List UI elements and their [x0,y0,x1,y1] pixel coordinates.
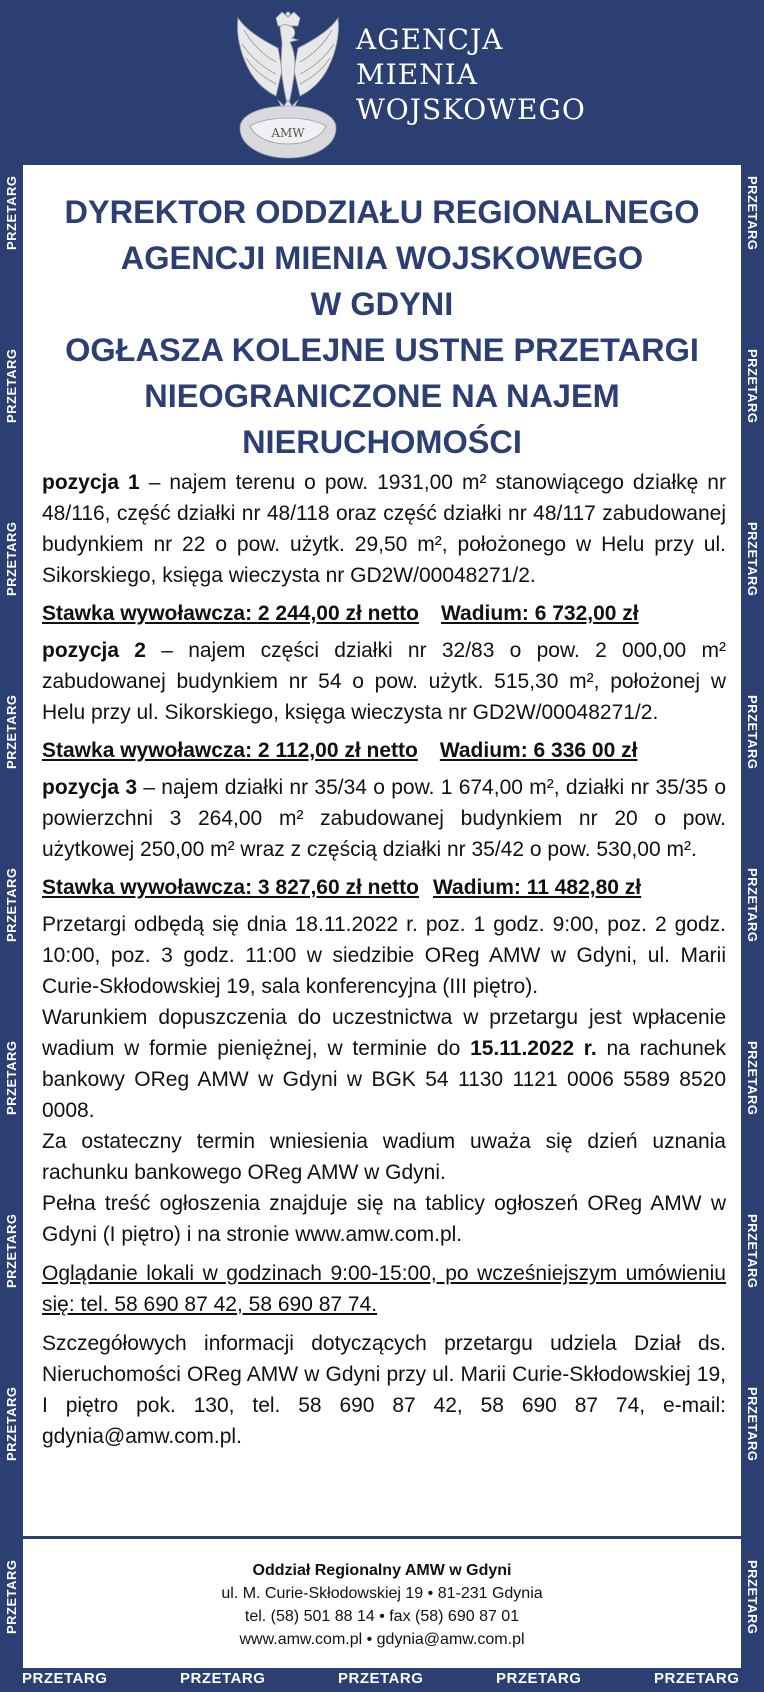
announcement-panel [23,165,741,1668]
bottom-strip [0,1668,764,1692]
footer-phone: tel. (58) 501 88 14 • fax (58) 690 87 01 [244,1608,520,1625]
bottom-label: PRZETARG [654,1670,740,1687]
position-label: pozycja 3 [42,776,138,799]
deposit: Wadium: 6 336 00 zł [439,739,638,762]
deposit: Wadium: 11 482,80 zł [433,876,642,899]
side-label: PRZETARG [745,521,760,597]
full-notice-paragraph: Pełna treść ogłoszenia znajduje się na tablicy ogłoszeń OReg AMW w Gdyni (I piętro) i na stronie www.amw.com.pl. [42,1192,726,1246]
deposit-conditions-paragraph: Warunkiem dopuszczenia do uczestnictwa w przetargu jest wpłacenie wadium w formie pieniężnej, w terminie do 15.11.2022 r. na rachunek bankowy OReg AMW w Gdyni w BGK 54 1130 1121 0006 5589 8520 0008. [42,1006,726,1122]
side-label: PRZETARG [745,1213,760,1289]
announcement-title [23,189,741,465]
position-text: – najem terenu o pow. 1931,00 m² stanowiącego działkę nr 48/116, część działki nr 48/118 oraz część działki nr 48/117 zabudowanej budynkiem nr 22 o pow. użytk. 29,50 m², położonego w Helu przy ul. Sikorskiego, księga wieczysta nr GD2W/00048271/2. [42,471,726,587]
title-line: NIERUCHOMOŚCI [242,424,522,460]
price-line-2 [42,736,726,766]
brand-name [356,22,586,127]
contact-paragraph: Szczegółowych informacji dotyczących przetargu udziela Dział ds. Nieruchomości OReg AMW w Gdyni przy ul. Marii Curie-Skłodowskiej 19, I piętro pok. 130, tel. 58 690 87 42, 58 690 87 74, e-mail: gdynia@amw.com.pl. [42,1332,726,1448]
side-label: PRZETARG [4,348,19,424]
header [0,0,764,165]
footer-address: ul. M. Curie-Skłodowskiej 19 • 81-231 Gdynia [221,1585,543,1602]
bottom-label: PRZETARG [338,1670,424,1687]
position-3 [42,772,726,865]
side-label: PRZETARG [745,1386,760,1462]
title-line: AGENCJI MIENIA WOJSKOWEGO [120,240,644,276]
side-label: PRZETARG [4,694,19,770]
right-side-strip [741,165,764,1665]
side-label: PRZETARG [745,348,760,424]
starting-rate: Stawka wywoławcza: 2 112,00 zł netto [42,739,418,762]
side-label: PRZETARG [745,694,760,770]
title-line: W GDYNI [310,286,454,322]
position-1 [42,467,726,591]
auction-date-paragraph: Przetargi odbędą się dnia 18.11.2022 r. poz. 1 godz. 9:00, poz. 2 godz. 10:00, poz. 3 godz. 11:00 w siedzibie OReg AMW w Gdyni, ul. Marii Curie-Skłodowskiej 19, sala konferencyjna (III piętro). [42,913,726,998]
viewing-paragraph: Oglądanie lokali w godzinach 9:00-15:00, po wcześniejszym umówieniu się: tel. 58 690 87 42, 58 690 87 74. [42,1262,726,1316]
side-label: PRZETARG [4,521,19,597]
announcement-body [42,467,726,1452]
position-text: – najem działki nr 35/34 o pow. 1 674,00 m², działki nr 35/35 o powierzchni 3 264,00 m² zabudowanej budynkiem nr 20 o pow. użytkowej 250,00 m² wraz z częścią działki nr 35/42 o pow. 530,00 m². [42,776,726,861]
emblem-text: AMW [271,126,305,140]
position-text: – najem części działki nr 32/83 o pow. 2 000,00 m² zabudowanej budynkiem nr 54 o pow. użytk. 515,30 m², położonej w Helu przy ul. Sikorskiego, księga wieczysta nr GD2W/00048271/2. [42,639,726,724]
brand-line: MIENIA [356,58,478,91]
deposit: Wadium: 6 732,00 zł [441,602,639,625]
title-line: OGŁASZA KOLEJNE USTNE PRZETARGI [65,332,699,368]
title-line: DYREKTOR ODDZIAŁU REGIONALNEGO [64,194,700,230]
side-label: PRZETARG [745,867,760,943]
bottom-label: PRZETARG [22,1670,108,1687]
footer [23,1559,741,1651]
footer-divider [23,1536,741,1539]
side-label: PRZETARG [4,1386,19,1462]
deposit-term-paragraph: Za ostateczny termin wniesienia wadium uważa się dzień uznania rachunku bankowego OReg AMW w Gdyni. [42,1130,726,1184]
side-label: PRZETARG [745,1559,760,1635]
brand-line: AGENCJA [356,23,504,56]
side-label: PRZETARG [4,1559,19,1635]
deposit-deadline: 15.11.2022 r. [470,1037,597,1060]
position-label: pozycja 2 [42,639,146,662]
footer-web: www.amw.com.pl • gdynia@amw.com.pl [239,1631,525,1648]
side-label: PRZETARG [4,1213,19,1289]
brand-line: WOJSKOWEGO [356,93,586,126]
left-side-strip [0,165,23,1665]
price-line-3 [42,873,726,903]
side-label: PRZETARG [745,1040,760,1116]
position-label: pozycja 1 [42,471,140,494]
eagle-emblem-icon [232,10,344,162]
bottom-label: PRZETARG [496,1670,582,1687]
footer-office-name: Oddział Regionalny AMW w Gdyni [252,1562,512,1579]
side-label: PRZETARG [4,1040,19,1116]
bottom-label: PRZETARG [180,1670,266,1687]
side-label: PRZETARG [4,175,19,251]
side-label: PRZETARG [4,867,19,943]
position-2 [42,635,726,728]
side-label: PRZETARG [745,175,760,251]
price-line-1 [42,599,726,629]
starting-rate: Stawka wywoławcza: 2 244,00 zł netto [42,602,419,625]
title-line: NIEOGRANICZONE NA NAJEM [144,378,620,414]
starting-rate: Stawka wywoławcza: 3 827,60 zł netto [42,876,419,899]
